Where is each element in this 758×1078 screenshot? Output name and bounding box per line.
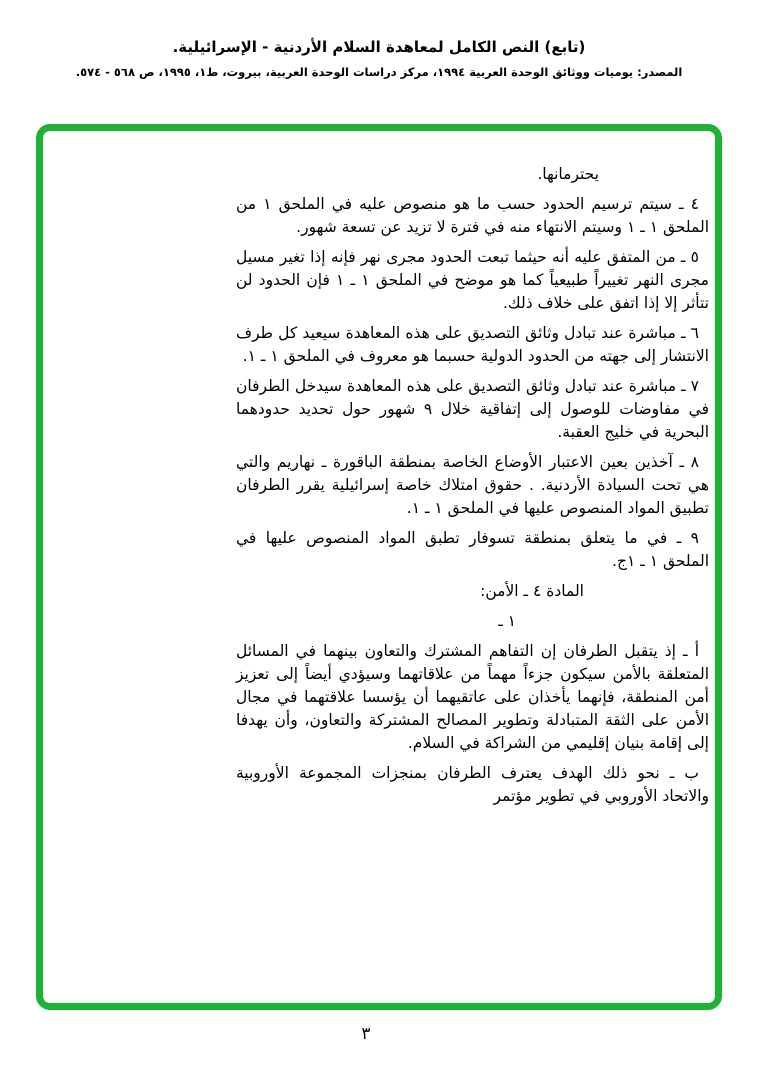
article-4-heading: المادة ٤ ـ الأمن: [480,582,584,600]
document-title: (تابع) النص الكامل لمعاهدة السلام الأردنية - الإسرائيلية. [172,38,586,56]
green-border-box [36,124,722,1010]
treaty-paragraph-8: ٨ ـ آخذين بعين الاعتبار الأوضاع الخاصة بمنطقة الباقورة ـ نهاريم والتي هي تحت السيادة الأردنية. . حقوق امتلاك خاصة إسرائيلية يقرر الطرفان تطبيق المواد المنصوص عليها في الملحق ١ ـ ١. [236,453,709,517]
treaty-paragraph-7: ٧ ـ مباشرة عند تبادل وثائق التصديق على هذه المعاهدة سيدخل الطرفان في مفاوضات للوصول إلى إتفاقية خلال ٩ شهور حول تحديد حدودهما البحرية في خليج العقبة. [236,377,709,441]
treaty-paragraph-9: ٩ ـ في ما يتعلق بمنطقة تسوفار تطبق المواد المنصوص عليها في الملحق ١ ـ ١ج. [236,529,709,570]
treaty-paragraph-6: ٦ ـ مباشرة عند تبادل وثائق التصديق على هذه المعاهدة سيعيد كل طرف الانتشار إلى جهته من الحدود الدولية حسبما هو معروف في الملحق ١ ـ ١. [236,324,709,365]
treaty-text-column [236,163,709,815]
clause-1b-paragraph: ب ـ نحو ذلك الهدف يعترف الطرفان بمنجزات المجموعة الأوروبية والاتحاد الأوروبي في تطوير مؤتمر [236,764,709,805]
clause-1a-paragraph: أ ـ إذ يتقبل الطرفان إن التفاهم المشترك والتعاون بينهما في المسائل المتعلقة بالأمن سيكون جزءاً مهماً من علاقاتهما وسيؤدي أيضاً إلى تعزيز أمن المنطقة، فإنهما يأخذان على عاتقيهما أن يؤسسا علاقتهما في مجال الأمن على الثقة المتبادلة وتطوير المصالح المشتركة والتعاون، وأن يهدفا إلى إقامة بنيان إقليمي من الشراكة في السلام. [236,642,709,752]
clause-1-number: ١ ـ [498,612,516,630]
page-header [0,38,758,79]
treaty-paragraph-5: ٥ ـ من المتفق عليه أنه حيثما تبعت الحدود مجرى نهر فإنه إذا تغير مسيل مجرى النهر تغييراً طبيعياً كما هو موضح في الملحق ١ ـ ١ فإن الحدود لن تتأثر إلا إذا اتفق على خلاف ذلك. [236,248,709,312]
page-number: ٣ [361,1024,371,1044]
continuation-line: يحترمانها. [537,165,599,183]
source-citation: المصدر: يوميات ووثائق الوحدة العربية ١٩٩٤، مركز دراسات الوحدة العربية، بيروت، ط١، ١٩٩٥، ص ٥٦٨ - ٥٧٤. [75,65,683,79]
treaty-paragraph-4: ٤ ـ سيتم ترسيم الحدود حسب ما هو منصوص عليه في الملحق ١ من الملحق ١ ـ ١ وسيتم الانتهاء منه في فترة لا تزيد عن تسعة شهور. [236,195,709,236]
